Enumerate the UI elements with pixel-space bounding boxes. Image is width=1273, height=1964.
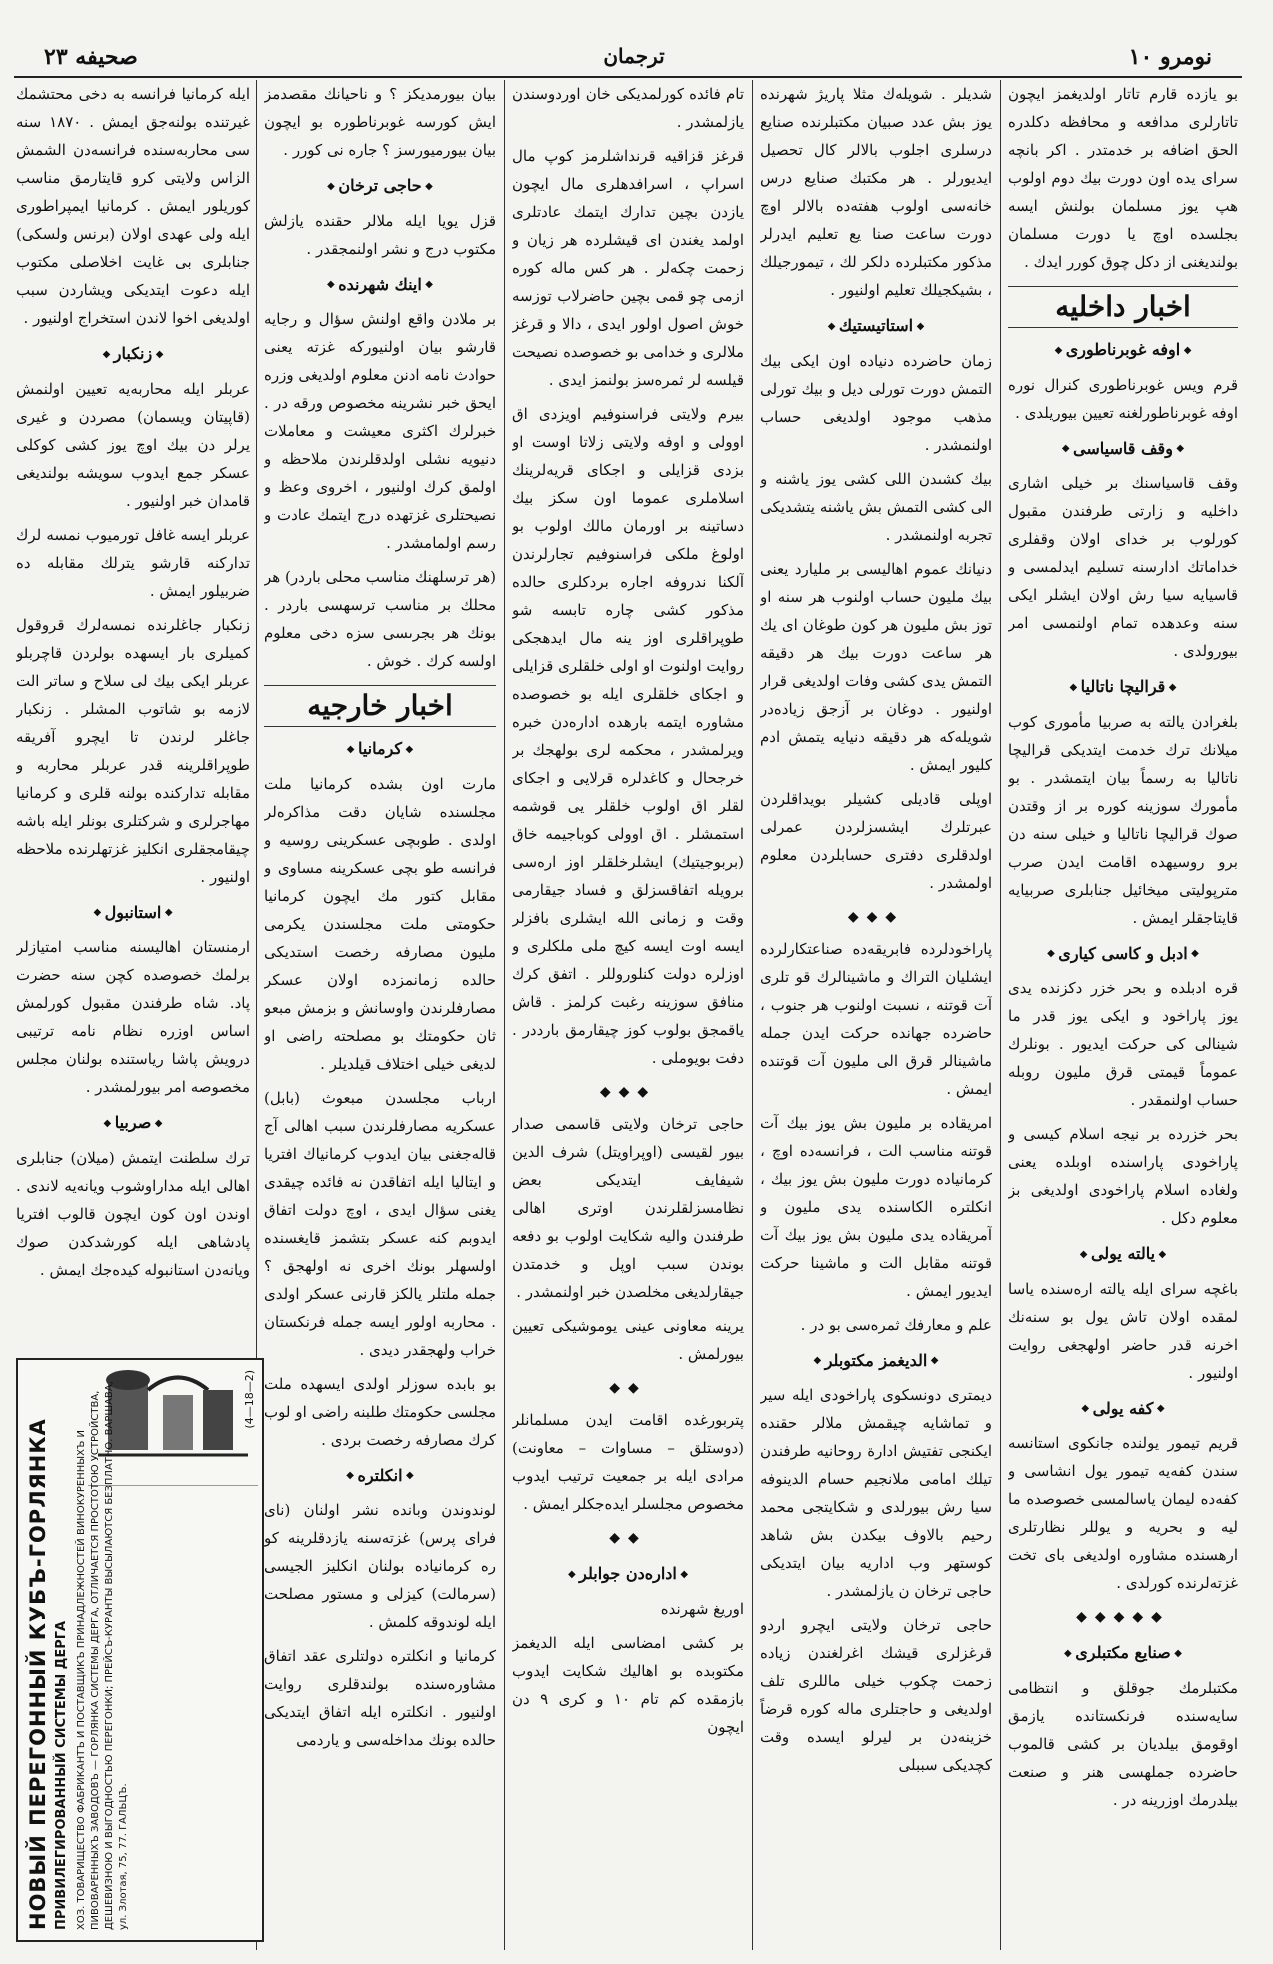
- advertisement: [16, 1358, 264, 1942]
- paragraph: قرم ويس غوبرناطورى كنرال نوره اوفه غوبرناطورلغنه تعيين بيوريلدى .: [1008, 375, 1238, 422]
- separator-ornament: ◆◆: [609, 1380, 647, 1396]
- major-heading: اخبار داخليه: [1008, 286, 1238, 328]
- column-divider: [752, 80, 753, 1950]
- section-heading: ◆ ادبل و كاسى كيارى ◆: [1008, 940, 1238, 969]
- section-heading: ◆ زنكبار ◆: [16, 340, 250, 369]
- column-3: [512, 80, 744, 1950]
- paragraph: ايله كرمانيا فرانسه به دخى محتشمك غيرتنده بولنەجق ايمش . ١٨٧٠ سنه سى محاربەسنده فرانسەدن الشمش الزاس ولايتى كرو قايتارمق مناسب كوريلور ايمش . كرمانيا ايمپراطورى ايله ولى عهدى اولان (برنس ولسكى) جنابلرى بى غايت اخلاصلى مكتوب ايله دعوت ايتديكى ويشاردن سبب اولديغى اخوا لاندن استخراج اولنيور .: [16, 85, 250, 327]
- paragraph: ارمنستان اهاليسنه مناسب امتيازلر برلمك خصوصده كچن سنه حضرت پاد. شاه طرفندن مقبول كورلمش اساس اوزره نظام نامه ترتيبى درويش پاشا رياستنده بولنان مجلس مخصوصه امر بيورلمشدر .: [16, 938, 250, 1096]
- paragraph: قزل يويا ايله ملالر حقنده يازلش مكتوب درج و نشر اولنمجقدر .: [264, 211, 496, 258]
- paragraph: باغچه سراى ايله يالته اره‌سنده ياسا لمقده اولان تاش يول بو سنه‌نك اخرنه قدر حاضر اولهجغى روايت اولنيور .: [1008, 1279, 1238, 1382]
- paragraph: بو يازده قارم تاتار اولديغمز ايچون تاتارلرى مدافعه و محافظه دكلدره الحق اضافه بر خدمتدر . اكر بانچه سراى يده اون دورت بيك دوم اولوب هپ يوز مسلمان بولنش ايسه بجلسده اوچ يا دورت مسلمان بولنديغنى از دكل چوق كورر ايدك .: [1008, 85, 1238, 271]
- section-heading: ◆ الديغمز مكتوبلر ◆: [760, 1347, 992, 1376]
- section-heading: ◆ صنايع مكتبلرى ◆: [1008, 1639, 1238, 1668]
- paragraph: حاجى ترخان ولايتى ايچرو اردو قرغزلرى قيشك اغرلغندن زياده زحمت چكوب خيلى ماللرى تلف اولديغى و حاجتلرى ماله كوره قرضاً خزينەدن بر ليرلو ايسده وقت كچديكى سببلى: [760, 1616, 992, 1774]
- issue-number: نومرو ١٠: [1128, 44, 1212, 70]
- paragraph: لوندوندن وبانده نشر اولنان (ناى فراى پرس) غزته‌سنه يازدقلرينه كو ره كرمانياده بولنان انكليز الجيسى (سرمالت) كيزلى و مستور مصلحت ايله لوندوقه كلمش .: [264, 1501, 496, 1631]
- paragraph: بيرم ولايتى فراسنوفيم اويزدى اق اوولى و اوفه ولايتى زلاتا اوست او بزدى قزايلى و اجكاى قريەلرينك اسلاملرى عموما اون سكز بيك دساتينه بر اورمان مالك اولوب بو اولوغ ملكى فراسنوفيم تجارلرندن آلكنا ندروفه اجاره بردكلرى حالده مذكور كشى چاره تابسه شو طوپراقلرى اوز ينه مال ايدهجكى روايت اولنوت او اولى خلقلرى قزايلى و اجكاى خلقلرى ايله بو خصوصده مشاوره ايتمه بارهده اداره‌دن خبره ويرلمشدر ، محكمه لرى بولهجك بر خرجحال و كاغدلره قرلايى و اجكاى لقلر اق اولوب خلقلر يى قوشمه استمشلر . اق اوولى كوباجيمه خاق (بربوجيتيك) ايشلرخلقلر اوز ارەسى برويله اتفاقسزلق و فساد جيقارمى وقت و زمانى الله ايشلرى بافزلر ايسه اوت ايسه كيچ ملى ملكلرى و اوزلره دولت كنلوروللر . اتفق كرك منافق سوزينه رغبت كرلمز . قاش ياقمجق بولوب كوز چيقارمق بارددر . دفت بويوملى .: [512, 405, 744, 1067]
- paragraph: تام فائده كورلمديكى خان اوردوسندن يازلمشدر .: [512, 85, 744, 131]
- paragraph: ديمترى دونسكوى پاراخودى ايله سير و تماشايه چيقمش ملالر حقنده ايكنجى تفتيش ادارة روحانيه طرفندن تيلك امامى ملانجيم حسام الدينوفه سيا رش بيورلدى و شكايتجى محمد رحيم بالاوف بيكدن بش شاهد كوستهر وب اداريه بيان ايتديكى حاجى ترخان ن يازلمشدر .: [760, 1386, 992, 1600]
- major-heading: اخبار خارجيه: [264, 685, 496, 727]
- page-number: صحيفه ٢٣: [44, 44, 138, 70]
- paragraph: يرينه معاونى عينى يوموشيكى تعيين بيورلمش .: [512, 1317, 744, 1363]
- paragraph: (هر ترسلهنك مناسب محلى باردر) هر محلك بر مناسب ترسهسى باردر . بونك هر بجرىسى سزه دخى معلوم اولسه كرك . خوش .: [264, 568, 496, 670]
- column-divider: [504, 80, 505, 1950]
- section-heading: ◆ كرمانيا ◆: [264, 735, 496, 764]
- paragraph: عربلر ايسه غافل تورميوب نمسه لرك تداركنه قارشو يترلك مقابله ده ضربيلور ايمش .: [16, 525, 250, 600]
- paragraph: اوپلى قاديلى كشيلر بويداقلردن عبرتلرك ايشسزلردن عمرلى اولدقلرى دفترى حسابلردن معلوم اولمشدر .: [760, 789, 992, 892]
- separator-ornament: ◆◆◆: [599, 1084, 657, 1100]
- ad-subtitle: ПРИВИЛЕГИРОВАННЫЙ СИСТЕМЫ ДЕРГА: [54, 1620, 69, 1930]
- column-2: [760, 80, 992, 1950]
- paragraph: حاجى ترخان ولايتى قاسمى صدار بيور لقيسى (اوپراويتل) شرف الدين شيفايف ايتديكى بعض نظامسزلقلرندن اوترى اهالى طرفندن واليه شكايت اولوب بو دفعه بوندن سبب اوپل و خدمتدن جيقارلديغى مخلصدن خبر اولنمشدر .: [512, 1115, 744, 1301]
- paragraph: ارباب مجلسدن مبعوث (بابل) عسكريه مصارفلرندن سبب اهالى آج قالەجغنى بيان ايدوب كرمانياك افتريا و ايتاليا ايله اتفاقدن نه فائده چيقدى يغنى سؤال ايدى ، اوچ دولت اتفاق ايدوبم كنه عسكر بتشمز قايغسنده اولسهلر بونك اخرى نه اولهجق ؟ جمله ملتلر يالكز قارنى عسكر اولدى . محاربه اولور ايسه جمله فرنكستان خراب ولهجقدر ديدى .: [264, 1088, 496, 1359]
- paragraph: قرغز قزاقيه قرنداشلرمز كوپ مال اسراپ ، اسرافدهلرى مال ايچون يازدن بچين تدارك ايتمك عادتلرى اولمد يغندن اى قيشلرده هر زيان و زحمت چكەلر . هر كس ماله كوره ازمى چو قمى بچين حاضرلاب توزسه خوش اصول اولور ايدى ، دالا و قرغز ملالرى و خدامى بو خصوصده نصيحت قيلسه لر ثمرەسز بولنمز ايدى .: [512, 147, 744, 389]
- paragraph: بحر خزرده بر نيجه اسلام كيسى و پاراخودى پاراسنده اوبلده يعنى ولغاده اسلام پاراخودى اولديغى بز معلوم دكل .: [1008, 1125, 1238, 1227]
- paragraph: قريم تيمور يولنده جانكوى استانسه سندن كفه‌يه تيمور يول انشاسى و كفه‌ده ليمان ياسالمسى خصوصده ما ليه و بحريه و يوللر نظارتلرى ارهسنده مشاوره اولديغى باى تخت غزته‌لرنده كورلدى .: [1008, 1434, 1238, 1592]
- ad-code: (4—18—2): [243, 1370, 256, 1429]
- separator-ornament: ◆◆◆◆◆: [1076, 1609, 1170, 1625]
- paragraph: پاراخودلرده فابريقه‌ده صناعتكارلرده ايشليان التراك و ماشينالرك قو تلرى آت قوتنه ، نسبت اولنوب هر جنوب ، حاضرده جهانده حركت ايدن جمله ماشينالر قرق الى مليون آت قوتنده ايمش .: [760, 939, 992, 1098]
- paragraph: ترك سلطنت ايتمش (ميلان) جنابلرى اهالى ايله مداراوشوب ويانەيه لاندى . اوندن اون كون ايچون قالوب افتريا پادشاهى ايله كورشدكدن صوك ويانەدن استانبوله كيدەجك ايمش .: [16, 1148, 250, 1279]
- paragraph: بيك كشىدن اللى كشى يوز ياشنه و الى كشى التمش بش ياشنه يتشديكى تجربه اولنمشدر .: [760, 469, 992, 544]
- paragraph: كرمانيا و انكلتره دولتلرى عقد اتفاق مشاورەسنده بولندقلرى روايت اولنيور . انكلتره ايله اتفاق ايتديكى حالده بونك مداخلەسى و ياردمى: [264, 1647, 496, 1749]
- section-heading: ◆ اوفه غوبرناطورى ◆: [1008, 336, 1238, 365]
- paragraph: وقف قاسياسنك بر خيلى اشارى داخليه و زارتى طرفندن مقبول كورلوب بر خداى اولان وقفلرى خداماتك ادارسنه تسليم ايدلمسى و قاسيايه سيا رش اولان ايشلر ايكى سنه وعدهده تمام اولنمسى امر بيورولدى .: [1008, 474, 1238, 660]
- column-divider: [1000, 80, 1001, 1950]
- separator-ornament: ◆◆◆: [847, 908, 905, 925]
- advertisement-text: [18, 1360, 262, 1940]
- paragraph: بو بابده سوزلر اولدى ايسهده ملت مجلسى حكومتك طلبنه راضى او لوب كرك مصارفه رخصت بردى .: [264, 1374, 496, 1449]
- paragraph: بر ملادن واقع اولنش سؤال و رجايه قارشو بيان اولنيوركه غزته يعنى حوادث نامه ادنن معلوم اولديغى وزره ايحق خبر نشرينه مخصوص ورقه در . خبرلرك اكثرى معيشت و معاملات دنيويه نشلى اولدقلرندن ملاحظه و اولمق كرك اولنيور ، اخروى وعظ و نصيحتلرى غزتهده درج ايتمك عادت و رسم اولمامشدر .: [264, 310, 496, 552]
- paragraph: پتربورغده اقامت ايدن مسلمانلر (دوستلق – مساوات – معاونت) مرادى ايله بر جمعيت ترتيب ايدوب مخصوص مجلسلر ايدەجكلر ايمش .: [512, 1411, 744, 1513]
- section-heading: ◆ انكلتره ◆: [264, 1462, 496, 1491]
- ad-body: ХОЗ. ТОВАРИЩЕСТВО ФАБРИКАНТЪ И ПОСТАВЩИКЪ ПРИНАДЛЕЖНОСТЕЙ ВИНОКУРЕННЫХЪ И ПИВОВАРЕННЫХЪ ЗАВОДОВЪ — ГОРЛЯНКА СИСТЕМЫ ДЕРГА, ОТЛИЧАЕТСЯ ПРОСТОТОЮ УСТРОЙСТВА, ДЕШЕВИЗНОЮ И ВЫГОДНОСТЬЮ ПЕРЕГОНКИ; ПРЕЙСЪ-КУРАНТЫ ВЫСЫЛАЮТСЯ БЕЗПЛАТНО. ВАРШАВА, ул. Злотая, 75, 77. ГАЛЬЦЪ.: [76, 1381, 129, 1930]
- column-5: [16, 80, 250, 1350]
- paragraph: عربلر ايله محاربەيه تعيين اولنمش (قاپيتان ويسمان) مصردن و غيرى يرلر دن بيك اوچ يوز كشى كوكلى عسكر جمع ايدوب سويشه بولنديغى قامدان خبر اولنيور .: [16, 379, 250, 510]
- section-heading: ◆ استاتيستيك ◆: [760, 312, 992, 341]
- paragraph: بر كشى امضاسى ايله الديغمز مكتوبده بو اهاليك شكايت ايدوب بازمقده كم تام ١٠ و كرى ٩ دن ايچون: [512, 1633, 744, 1736]
- column-1: [1008, 80, 1238, 1950]
- paragraph: قره ادبلده و بحر خزر دكزنده يدى يوز پاراخود و ايكى يوز قدر ما شينالى كى حركت ايديور . بونلرك عموماً قيمتى قرق مليون روبله حساب اولنمقدر .: [1008, 979, 1238, 1109]
- section-heading: ◆ اينك شهرنده ◆: [264, 271, 496, 300]
- section-heading: ◆ كفه يولى ◆: [1008, 1395, 1238, 1424]
- separator-ornament: ◆◆: [609, 1530, 647, 1546]
- page-header: [14, 42, 1242, 78]
- paragraph: زنكبار جاغلرنده نمسه‌لرك قروقول كميلرى بار ايسهده بولردن قاچربلو عربلر ايكى بيك لى سلاح و ساتر الت لازمه بو شاتوب المشلر . زنكبار جاغلر لرندن تا ايچرو آفريقه طوپراقلرينه قدر عربلر محاربه و مقابله تداركنده بولنه قلرى و كرمانيا مهاجرلرى و شركتلرى بونلر ايله باشه چيقامجقلرى انكليز غزتهلرنده ملاحظه اولنيور .: [16, 615, 250, 886]
- column-4: [264, 80, 496, 1950]
- paragraph: مكتبلرمك جوقلق و انتظامى سايه‌سنده فرنكستانده يازمق اوقومق بيلديان بر كشى قالموب حاضرده جملهسى هنر و صنعت بيلدرمك اوزرينه در .: [1008, 1678, 1238, 1809]
- section-heading: ◆ صربيا ◆: [16, 1109, 250, 1138]
- paragraph: امريقاده بر مليون بش يوز بيك آت قوتنه مناسب الت ، فرانسه‌ده اوچ ، كرمانياده دورت مليون بش يوز بيك ، انكلتره الكاسنده يدى مليون و آمريقاده يدى مليون بش يوز بيك آت قوتنه مقابل الت و ماشينا حركت ايديور ايمش .: [760, 1113, 992, 1300]
- section-heading: ◆ حاجى ترخان ◆: [264, 172, 496, 201]
- masthead-title: ترجمان: [603, 44, 665, 68]
- section-heading: ◆ استانبول ◆: [16, 899, 250, 928]
- paragraph: مارت اون بشده كرمانيا ملت مجلسنده شايان دقت مذاكرەلر اولدى . طوبچى عسكرينى روسيه و فرانسه طو بچى عسكرينه مساوى و مقابل كتور مك ايچون كرمانيا حكومتى ملت مجلسندن يكرمى مليون مصارفه رخصت استديكى حالده زمانمزده اولان عسكر مصارفلرندن واوسانش و بزمش مبعو ثان حكومتك بو مصلحته راضى او لديغى خيلى اختلاف قيلديلر .: [264, 774, 496, 1073]
- paragraph: بيان بيورمديكز ؟ و ناحيانك مقصدمز ايش كورسه غوبرناطوره بو ايچون بيان بيورميورسز ؟ جاره نى كورر .: [264, 85, 496, 159]
- paragraph: دنيانك عموم اهاليسى بر مليارد يعنى بيك مليون حساب اولنوب هر سنه او توز بش مليون هر كون طوغان اى يك هر ساعت دورت بيك هر دقيقه التمش يدى كشى وفات اولديغى قرار اولنيور . دوغان بر آزجق زيادەدر شويله‌كه هر دقيقه دنيايه يتمش ادم كليور ايمش .: [760, 559, 992, 774]
- section-heading: ◆ ادارەدن جوابلر ◆: [512, 1560, 744, 1589]
- paragraph: شديلر . شويله‌ك مثلا پاريژ شهرنده يوز بش عدد صبيان مكتبلرنده صنايع درسلرى اجلوب بالالر كال تحصيل ايديورلر . هر مكتبك صنايع درس خانه‌سى اولوب هفته‌ده بالالر اوچ دورت ساعت صنا يع تعليم ايدرلر مذكور مكتبلرده دلكر لك ، تيمورجيلك ، بشيكجيلك تعليم اولنيور .: [760, 85, 992, 299]
- section-heading: ◆ وقف قاسياسى ◆: [1008, 435, 1238, 464]
- paragraph: بلغرادن يالته به صربيا مأمورى كوب ميلانك ترك خدمت ايتديكى قراليچا ناتاليا به رسماً بيان ايتمشدر . بو مأمورك سوزينه كوره بر از وقتدن صوك قراليچا ناتاليا و خيلى سنه دن برو روسيهده اقامت ايدن صرب مترپوليتى ميخائيل جنابلرى صربيايه قايتاجقلر ايمش .: [1008, 712, 1238, 927]
- paragraph: زمان حاضرده دنيادە اون ايكى بيك التمش دورت تورلى ديل و بيك تورلى مذهب موجود اولديغى حساب اولنمشدر .: [760, 351, 992, 454]
- section-heading: ◆ يالته يولى ◆: [1008, 1240, 1238, 1269]
- paragraph: اوريغ شهرنده: [660, 1599, 744, 1618]
- section-heading: ◆ قراليچا ناتاليا ◆: [1008, 673, 1238, 702]
- ad-title: НОВЫЙ ПЕРЕГОННЫЙ КУБЪ-ГОРЛЯНКА: [26, 1418, 50, 1930]
- paragraph: علم و معارفك ثمرەسى بو در .: [800, 1315, 992, 1334]
